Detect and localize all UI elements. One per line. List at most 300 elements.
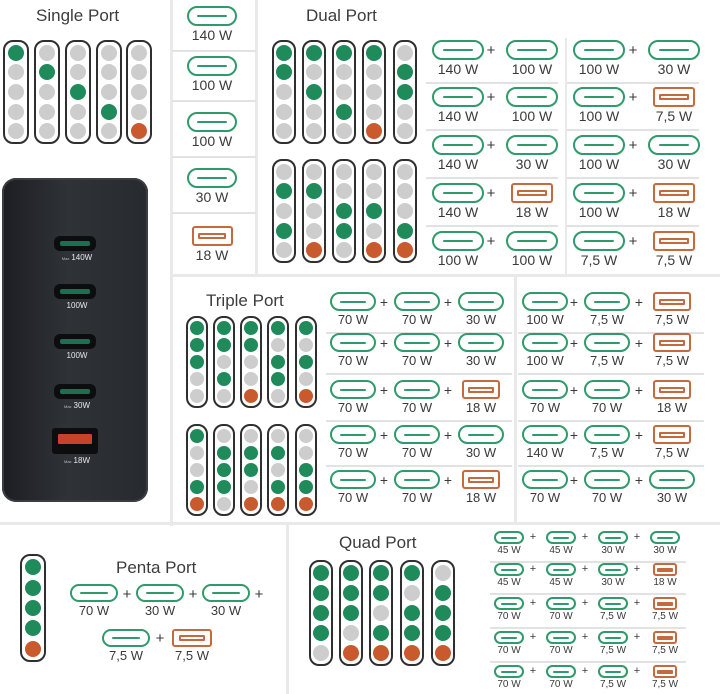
port-wattage-label: 7,5 W <box>590 445 624 460</box>
usb-c-port-icon <box>432 135 484 155</box>
plus-sign: + <box>569 472 579 488</box>
dual-port-pattern <box>302 40 326 144</box>
usb-a-port-dot <box>366 242 382 258</box>
inactive-port-dot <box>217 389 231 403</box>
charger-port-label <box>52 253 102 262</box>
port-wattage-label: 7,5 W <box>651 645 679 656</box>
plus-sign: + <box>254 586 264 603</box>
active-port-dot <box>217 446 231 460</box>
port-wattage-label: 100 W <box>578 108 620 124</box>
port-wattage-label: 70 W <box>549 645 573 656</box>
active-port-dot <box>435 585 451 601</box>
plus-sign: + <box>581 631 589 643</box>
row-divider <box>426 225 558 227</box>
plus-sign: + <box>634 472 644 488</box>
plus-sign: + <box>379 472 389 488</box>
port-wattage-label: 7,5 W <box>590 312 624 327</box>
usb-c-port-icon <box>584 292 630 311</box>
plus-sign: + <box>634 427 644 443</box>
inactive-port-dot <box>190 463 204 477</box>
inactive-port-dot <box>276 242 292 258</box>
port-wattage-label: 100 W <box>578 204 620 220</box>
port-wattage-label: 18 W <box>195 247 229 263</box>
usb-c-port-icon <box>432 183 484 203</box>
inactive-port-dot <box>313 645 329 661</box>
usb-c-socket <box>54 236 96 251</box>
row-divider <box>490 627 686 629</box>
usb-c-port-icon <box>330 380 376 399</box>
active-port-dot <box>373 565 389 581</box>
inactive-port-dot <box>190 446 204 460</box>
usb-a-socket <box>52 428 98 454</box>
inactive-port-dot <box>397 164 413 180</box>
usb-c-port-icon <box>494 531 524 544</box>
active-port-dot <box>25 600 41 616</box>
port-wattage-label: 70 W <box>401 312 433 327</box>
usb-c-port-icon <box>394 292 440 311</box>
plus-sign: + <box>569 294 579 310</box>
port-wattage-label: 100 W <box>578 156 620 172</box>
inactive-port-dot <box>101 45 117 61</box>
usb-a-port-dot <box>306 242 322 258</box>
usb-c-port-icon <box>330 425 376 444</box>
active-port-dot <box>299 355 313 369</box>
usb-c-port-icon <box>573 135 625 155</box>
row-divider <box>326 420 512 422</box>
usb-a-port-icon <box>462 470 500 489</box>
active-port-dot <box>343 585 359 601</box>
usb-c-port-icon <box>394 380 440 399</box>
usb-c-port-icon <box>330 292 376 311</box>
port-wattage-label: 70 W <box>401 490 433 505</box>
port-wattage-label: 7,5 W <box>651 679 679 690</box>
active-port-dot <box>397 64 413 80</box>
divider-dual-triple <box>172 274 720 277</box>
usb-a-port-dot <box>299 497 313 511</box>
inactive-port-dot <box>397 104 413 120</box>
usb-a-port-dot <box>366 123 382 139</box>
plus-sign: + <box>633 665 641 677</box>
port-rating: 100W <box>66 301 88 310</box>
port-wattage-label: 30 W <box>601 577 625 588</box>
active-port-dot <box>306 84 322 100</box>
usb-c-port-icon <box>522 425 568 444</box>
plus-sign: + <box>529 665 537 677</box>
usb-c-port-icon <box>584 333 630 352</box>
port-wattage-label: 18 W <box>465 400 497 415</box>
inactive-port-dot <box>131 45 147 61</box>
usb-a-port-icon <box>653 183 696 203</box>
plus-sign: + <box>569 427 579 443</box>
row-divider <box>172 50 256 52</box>
row-divider <box>518 465 704 467</box>
active-port-dot <box>217 463 231 477</box>
inactive-port-dot <box>217 355 231 369</box>
port-wattage-label: 70 W <box>401 353 433 368</box>
port-wattage-label: 100 W <box>511 61 553 77</box>
usb-c-port-icon <box>458 333 504 352</box>
usb-c-port-icon <box>649 470 695 489</box>
port-wattage-label: 45 W <box>549 577 573 588</box>
active-port-dot <box>276 64 292 80</box>
usb-c-port-icon <box>584 425 630 444</box>
active-port-dot <box>343 605 359 621</box>
port-wattage-label: 7,5 W <box>599 611 627 622</box>
dual-port-pattern <box>393 40 417 144</box>
dual-port-pattern <box>272 40 296 144</box>
active-port-dot <box>313 605 329 621</box>
active-port-dot <box>313 585 329 601</box>
inactive-port-dot <box>336 84 352 100</box>
quad-port-title: Quad Port <box>339 533 417 552</box>
usb-c-port-icon <box>573 183 625 203</box>
active-port-dot <box>190 338 204 352</box>
inactive-port-dot <box>39 123 55 139</box>
inactive-port-dot <box>70 123 86 139</box>
usb-c-port-icon <box>394 425 440 444</box>
port-wattage-label: 30 W <box>656 490 688 505</box>
usb-c-port-icon <box>494 597 524 610</box>
plus-sign: + <box>633 597 641 609</box>
usb-c-port-icon <box>394 470 440 489</box>
inactive-port-dot <box>299 446 313 460</box>
usb-c-port-icon <box>506 87 558 107</box>
plus-sign: + <box>486 185 496 202</box>
active-port-dot <box>336 223 352 239</box>
single-port-title: Single Port <box>36 6 120 25</box>
single-port-pattern <box>3 40 29 144</box>
inactive-port-dot <box>39 104 55 120</box>
usb-c-port-icon <box>546 665 576 678</box>
port-wattage-label: 140 W <box>437 108 479 124</box>
inactive-port-dot <box>271 429 285 443</box>
inactive-port-dot <box>336 183 352 199</box>
max-label: Max <box>61 256 70 261</box>
usb-a-port-icon <box>653 425 691 444</box>
dual-port-pattern <box>332 159 356 263</box>
inactive-port-dot <box>131 64 147 80</box>
active-port-dot <box>271 321 285 335</box>
active-port-dot <box>404 565 420 581</box>
port-wattage-label: 30 W <box>657 61 691 77</box>
active-port-dot <box>217 338 231 352</box>
port-wattage-label: 30 W <box>653 545 677 556</box>
plus-sign: + <box>569 335 579 351</box>
port-wattage-label: 7,5 W <box>655 312 689 327</box>
usb-c-port-icon <box>458 425 504 444</box>
triple-port-pattern <box>213 316 235 408</box>
plus-sign: + <box>443 335 453 351</box>
charger-port-label <box>52 401 102 410</box>
row-divider <box>326 465 512 467</box>
port-wattage-label: 7,5 W <box>599 645 627 656</box>
active-port-dot <box>366 45 382 61</box>
plus-sign: + <box>443 382 453 398</box>
port-wattage-label: 70 W <box>401 400 433 415</box>
usb-a-port-dot <box>343 645 359 661</box>
port-wattage-label: 70 W <box>529 400 561 415</box>
penta-port-title: Penta Port <box>116 558 197 577</box>
active-port-dot <box>313 565 329 581</box>
plus-sign: + <box>188 586 198 603</box>
inactive-port-dot <box>397 183 413 199</box>
usb-c-port-icon <box>546 563 576 576</box>
inactive-port-dot <box>306 164 322 180</box>
port-wattage-label: 45 W <box>497 545 521 556</box>
port-wattage-label: 30 W <box>195 189 229 205</box>
max-label: Max <box>63 459 72 464</box>
usb-c-port-icon <box>187 168 237 188</box>
inactive-port-dot <box>271 389 285 403</box>
port-wattage-label: 70 W <box>337 353 369 368</box>
port-wattage-label: 70 W <box>78 603 110 618</box>
usb-c-port-icon <box>506 231 558 251</box>
dual-port-title: Dual Port <box>306 6 377 25</box>
row-divider <box>426 177 558 179</box>
port-wattage-label: 7,5 W <box>590 353 624 368</box>
port-wattage-label: 30 W <box>515 156 549 172</box>
usb-c-port-icon <box>573 231 625 251</box>
usb-a-port-icon <box>653 563 678 576</box>
row-divider <box>567 177 699 179</box>
port-rating: 30W <box>73 401 90 410</box>
usb-c-port-icon <box>598 531 628 544</box>
port-wattage-label: 7,5 W <box>599 679 627 690</box>
row-divider <box>172 212 256 214</box>
active-port-dot <box>404 605 420 621</box>
plus-sign: + <box>581 665 589 677</box>
inactive-port-dot <box>271 463 285 477</box>
port-wattage-label: 70 W <box>337 312 369 327</box>
inactive-port-dot <box>373 605 389 621</box>
inactive-port-dot <box>101 64 117 80</box>
plus-sign: + <box>443 294 453 310</box>
port-rating: 18W <box>73 456 90 465</box>
port-wattage-label: 30 W <box>601 545 625 556</box>
port-wattage-label: 100 W <box>191 77 233 93</box>
port-wattage-label: 18 W <box>653 577 677 588</box>
triple-port-pattern <box>267 424 289 516</box>
inactive-port-dot <box>244 355 258 369</box>
plus-sign: + <box>486 233 496 250</box>
triple-port-title: Triple Port <box>206 291 284 310</box>
single-port-pattern <box>65 40 91 144</box>
usb-a-port-icon <box>462 380 500 399</box>
port-wattage-label: 70 W <box>529 490 561 505</box>
divider-charger-right <box>170 0 173 526</box>
usb-c-port-icon <box>330 333 376 352</box>
single-port-pattern <box>126 40 152 144</box>
port-wattage-label: 70 W <box>337 400 369 415</box>
usb-a-port-icon <box>653 231 696 251</box>
plus-sign: + <box>628 233 638 250</box>
single-port-pattern <box>34 40 60 144</box>
inactive-port-dot <box>8 104 24 120</box>
quad-port-pattern <box>431 560 455 666</box>
row-divider <box>567 82 699 84</box>
active-port-dot <box>306 183 322 199</box>
port-wattage-label: 7,5 W <box>175 648 209 663</box>
active-port-dot <box>306 45 322 61</box>
plus-sign: + <box>155 630 165 647</box>
usb-a-port-icon <box>653 631 678 644</box>
usb-c-port-icon <box>522 292 568 311</box>
inactive-port-dot <box>276 104 292 120</box>
inactive-port-dot <box>299 372 313 386</box>
triple-port-pattern <box>240 424 262 516</box>
usb-a-port-icon <box>172 629 211 647</box>
plus-sign: + <box>634 382 644 398</box>
inactive-port-dot <box>366 164 382 180</box>
inactive-port-dot <box>39 45 55 61</box>
port-wattage-label: 70 W <box>497 645 521 656</box>
port-wattage-label: 30 W <box>144 603 176 618</box>
usb-a-port-dot <box>131 123 147 139</box>
active-port-dot <box>101 104 117 120</box>
plus-sign: + <box>486 42 496 59</box>
usb-a-port-dot <box>397 242 413 258</box>
dual-port-pattern <box>302 159 326 263</box>
inactive-port-dot <box>299 429 313 443</box>
port-wattage-label: 7,5 W <box>580 252 618 268</box>
inactive-port-dot <box>101 123 117 139</box>
port-wattage-label: 70 W <box>337 490 369 505</box>
usb-c-port-icon <box>70 584 118 602</box>
active-port-dot <box>244 463 258 477</box>
inactive-port-dot <box>336 164 352 180</box>
row-divider <box>518 420 704 422</box>
dual-port-pattern <box>362 159 386 263</box>
active-port-dot <box>25 620 41 636</box>
usb-c-port-icon <box>522 470 568 489</box>
inactive-port-dot <box>8 123 24 139</box>
active-port-dot <box>373 625 389 641</box>
triple-port-pattern <box>213 424 235 516</box>
plus-sign: + <box>379 335 389 351</box>
single-port-pattern <box>96 40 122 144</box>
charger-port-label <box>52 351 102 360</box>
active-port-dot <box>276 45 292 61</box>
inactive-port-dot <box>70 104 86 120</box>
active-port-dot <box>373 585 389 601</box>
row-divider <box>172 156 256 158</box>
port-wattage-label: 18 W <box>465 490 497 505</box>
inactive-port-dot <box>397 203 413 219</box>
active-port-dot <box>8 45 24 61</box>
usb-c-port-icon <box>584 380 630 399</box>
usb-c-socket <box>54 284 96 299</box>
usb-c-port-icon <box>432 40 484 60</box>
active-port-dot <box>343 565 359 581</box>
inactive-port-dot <box>8 84 24 100</box>
row-divider <box>426 82 558 84</box>
port-wattage-label: 30 W <box>657 156 691 172</box>
usb-c-port-icon <box>546 597 576 610</box>
active-port-dot <box>25 559 41 575</box>
inactive-port-dot <box>190 389 204 403</box>
port-wattage-label: 18 W <box>515 204 549 220</box>
dual-port-pattern <box>393 159 417 263</box>
usb-c-port-icon <box>648 135 700 155</box>
row-divider <box>326 373 512 375</box>
port-wattage-label: 18 W <box>657 204 691 220</box>
active-port-dot <box>397 223 413 239</box>
charger-image <box>2 178 148 502</box>
active-port-dot <box>336 104 352 120</box>
port-wattage-label: 100 W <box>578 61 620 77</box>
row-divider <box>490 593 686 595</box>
usb-a-port-icon <box>653 665 678 678</box>
port-wattage-label: 100 W <box>437 252 479 268</box>
inactive-port-dot <box>404 585 420 601</box>
active-port-dot <box>271 355 285 369</box>
inactive-port-dot <box>336 123 352 139</box>
inactive-port-dot <box>343 625 359 641</box>
inactive-port-dot <box>271 338 285 352</box>
row-divider <box>172 100 256 102</box>
plus-sign: + <box>529 563 537 575</box>
inactive-port-dot <box>276 84 292 100</box>
active-port-dot <box>217 321 231 335</box>
port-wattage-label: 30 W <box>465 353 497 368</box>
inactive-port-dot <box>366 183 382 199</box>
port-wattage-label: 70 W <box>591 400 623 415</box>
usb-c-port-icon <box>494 563 524 576</box>
port-wattage-label: 70 W <box>549 611 573 622</box>
inactive-port-dot <box>276 123 292 139</box>
inactive-port-dot <box>306 123 322 139</box>
port-wattage-label: 140 W <box>437 204 479 220</box>
port-wattage-label: 140 W <box>437 156 479 172</box>
inactive-port-dot <box>217 497 231 511</box>
active-port-dot <box>276 223 292 239</box>
usb-a-port-dot <box>373 645 389 661</box>
plus-sign: + <box>486 89 496 106</box>
plus-sign: + <box>628 137 638 154</box>
inactive-port-dot <box>70 45 86 61</box>
active-port-dot <box>271 446 285 460</box>
inactive-port-dot <box>336 242 352 258</box>
active-port-dot <box>435 625 451 641</box>
usb-a-port-dot <box>435 645 451 661</box>
usb-a-port-icon <box>653 292 691 311</box>
plus-sign: + <box>633 531 641 543</box>
active-port-dot <box>190 429 204 443</box>
port-wattage-label: 18 W <box>656 400 688 415</box>
row-divider <box>567 225 699 227</box>
quad-port-pattern <box>339 560 363 666</box>
plus-sign: + <box>581 597 589 609</box>
inactive-port-dot <box>336 64 352 80</box>
active-port-dot <box>313 625 329 641</box>
inactive-port-dot <box>306 203 322 219</box>
port-wattage-label: 100 W <box>526 353 564 368</box>
usb-a-port-icon <box>653 333 691 352</box>
inactive-port-dot <box>435 565 451 581</box>
usb-c-port-icon <box>458 292 504 311</box>
usb-c-port-icon <box>573 87 625 107</box>
divider-single-dual <box>255 0 258 276</box>
port-wattage-label: 70 W <box>497 611 521 622</box>
inactive-port-dot <box>131 104 147 120</box>
active-port-dot <box>397 84 413 100</box>
active-port-dot <box>244 446 258 460</box>
inactive-port-dot <box>190 372 204 386</box>
port-wattage-label: 70 W <box>337 445 369 460</box>
triple-port-pattern <box>295 424 317 516</box>
plus-sign: + <box>581 531 589 543</box>
active-port-dot <box>39 64 55 80</box>
